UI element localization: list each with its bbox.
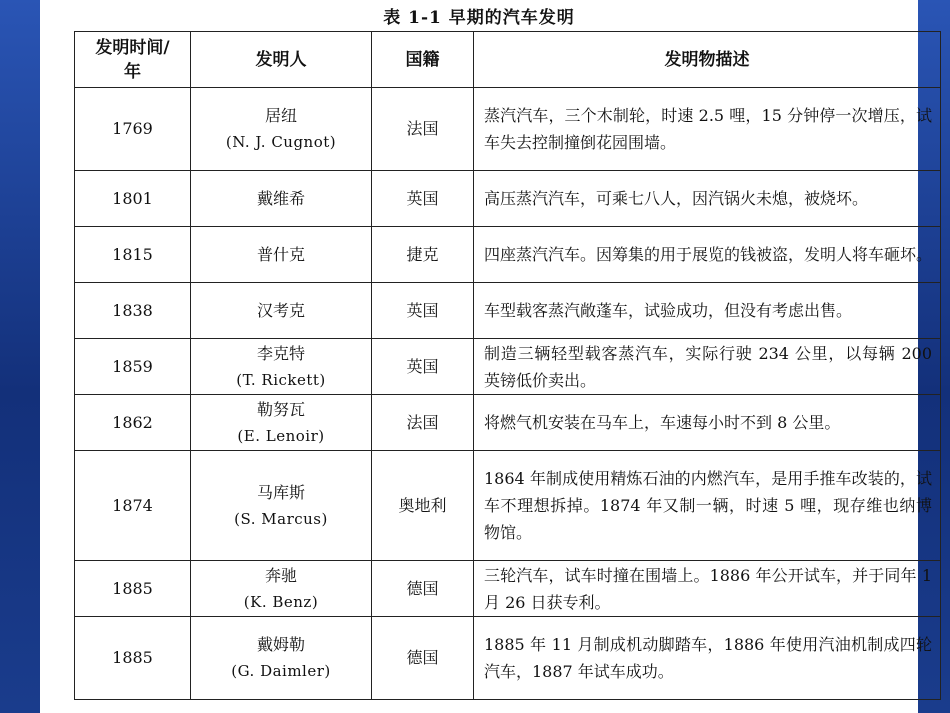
desc-cell: 四座蒸汽汽车。因筹集的用于展览的钱被盗，发明人将车砸坏。 [474,227,941,283]
nation-cell: 德国 [372,617,474,700]
nation-cell: 法国 [372,88,474,171]
inventor-cell [191,561,372,617]
header-desc: 发明物描述 [474,32,941,88]
table-row [75,451,941,561]
year-cell: 1874 [75,451,191,561]
inventor-cell [191,227,372,283]
table-caption: 表 1-1 早期的汽车发明 [383,8,575,28]
table-row [75,561,941,617]
desc-cell: 1885 年 11 月制成机动脚踏车，1886 年使用汽油机制成四轮汽车，1887 年试车成功。 [474,617,941,700]
inventor-name: 勒努瓦 [256,399,305,419]
invention-table [74,31,941,700]
nation-cell: 奥地利 [372,451,474,561]
table-row [75,395,941,451]
document-page [40,0,933,713]
inventor-name: 戴维希 [256,188,305,208]
year-cell: 1885 [75,617,191,700]
inventor-latin: (S. Marcus) [234,509,328,528]
desc-cell: 制造三辆轻型载客蒸汽车，实际行驶 234 公里，以每辆 200 英镑低价卖出。 [474,339,941,395]
inventor-cell [191,451,372,561]
nation-cell: 英国 [372,171,474,227]
year-cell: 1862 [75,395,191,451]
year-cell: 1859 [75,339,191,395]
left-background-strip [0,0,40,713]
desc-cell: 高压蒸汽汽车，可乘七八人，因汽锅火未熄，被烧坏。 [474,171,941,227]
table-row [75,227,941,283]
header-inventor: 发明人 [191,32,372,88]
inventor-name: 马库斯 [256,482,305,502]
table-row [75,171,941,227]
inventor-name: 奔驰 [264,565,297,585]
year-cell: 1801 [75,171,191,227]
table-row [75,283,941,339]
table-row [75,617,941,700]
inventor-cell [191,395,372,451]
header-nation: 国籍 [372,32,474,88]
year-cell: 1769 [75,88,191,171]
inventor-latin: (N. J. Cugnot) [225,133,337,151]
nation-cell: 德国 [372,561,474,617]
desc-cell: 车型载客蒸汽敞蓬车，试验成功，但没有考虑出售。 [474,283,941,339]
nation-cell: 法国 [372,395,474,451]
nation-cell: 英国 [372,283,474,339]
inventor-name: 戴姆勒 [256,635,305,654]
inventor-latin: (K. Benz) [243,592,319,611]
table-row [75,88,941,171]
desc-cell: 蒸汽汽车，三个木制轮，时速 2.5 哩，15 分钟停一次增压，试车失去控制撞倒花园围墙。 [474,88,941,171]
year-cell: 1885 [75,561,191,617]
inventor-cell [191,339,372,395]
header-row [75,32,941,88]
header-year: 发明时间/年 [75,32,191,88]
year-cell: 1838 [75,283,191,339]
nation-cell: 英国 [372,339,474,395]
inventor-name: 汉考克 [256,300,305,320]
inventor-cell [191,617,372,700]
nation-cell: 捷克 [372,227,474,283]
desc-cell: 三轮汽车，试车时撞在围墙上。1886 年公开试车，并于同年 1 月 26 日获专利。 [474,561,941,617]
inventor-latin: (E. Lenoir) [237,426,325,445]
inventor-name: 居纽 [264,106,297,125]
inventor-cell [191,283,372,339]
inventor-cell [191,88,372,171]
inventor-latin: (G. Daimler) [231,662,331,680]
year-cell: 1815 [75,227,191,283]
inventor-name: 李克特 [256,343,305,363]
inventor-cell [191,171,372,227]
inventor-latin: (T. Rickett) [236,370,326,389]
desc-cell: 1864 年制成使用精炼石油的内燃汽车，是用手推车改装的，试车不理想拆掉。1874 年又制一辆，时速 5 哩，现存维也纳博物馆。 [474,451,941,561]
inventor-name: 普什克 [256,244,305,264]
desc-cell: 将燃气机安装在马车上，车速每小时不到 8 公里。 [474,395,941,451]
table-row [75,339,941,395]
